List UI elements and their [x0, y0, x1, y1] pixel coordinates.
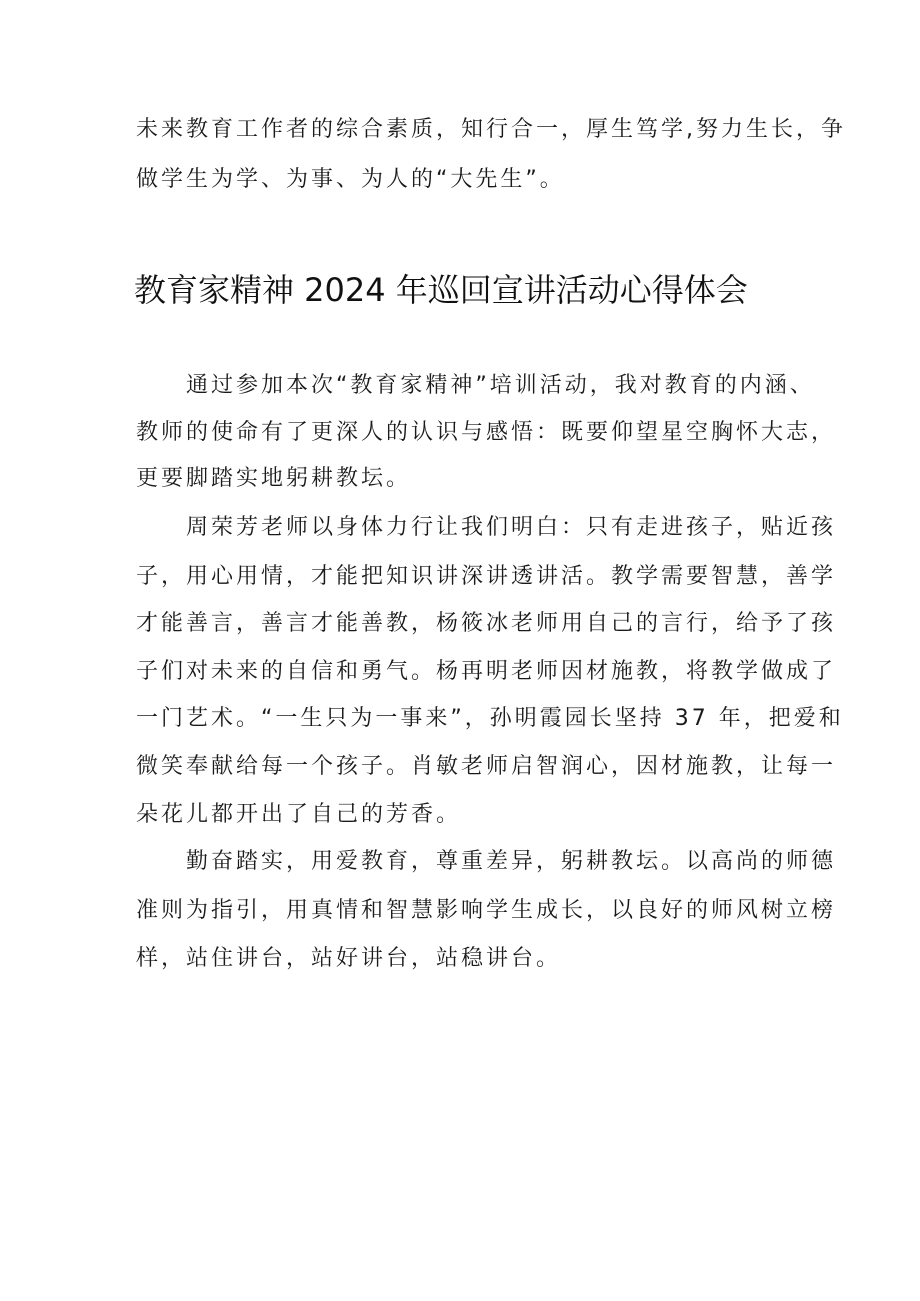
text-line: 做学生为学、为事、为人的“大先生”。: [136, 167, 565, 192]
text-line: 未来教育工作者的综合素质，知行合一，厚生笃学,努力生长，争: [136, 117, 846, 142]
text-line: 一门艺术。“一生只为一事来”，孙明霞园长坚持 37 年，把爱和: [136, 706, 844, 731]
text-line: 勤奋踏实，用爱教育，尊重差异，躬耕教坛。以高尚的师德: [186, 849, 837, 874]
text-line: 样，站住讲台，站好讲台，站稳讲台。: [136, 946, 562, 971]
text-line: 准则为指引，用真情和智慧影响学生成长，以良好的师风树立榜: [136, 898, 837, 923]
article-title: 教育家精神 2024 年巡回宣讲活动心得体会: [134, 271, 748, 309]
text-line: 才能善言，善言才能善教，杨筱冰老师用自己的言行，给予了孩: [136, 611, 837, 636]
text-line: 通过参加本次“教育家精神”培训活动，我对教育的内涵、: [186, 373, 815, 398]
text-line: 子，用心用情，才能把知识讲深讲透讲活。教学需要智慧，善学: [136, 564, 837, 589]
text-line: 教师的使命有了更深人的认识与感悟：既要仰望星空胸怀大志，: [136, 420, 837, 445]
text-line: 更要脚踏实地躬耕教坛。: [136, 466, 412, 491]
text-line: 子们对未来的自信和勇气。杨再明老师因材施教，将教学做成了: [136, 659, 837, 684]
text-line: 周荣芳老师以身体力行让我们明白：只有走进孩子，贴近孩: [186, 515, 837, 540]
text-line: 微笑奉献给每一个孩子。肖敏老师启智润心，因材施教，让每一: [136, 754, 837, 779]
text-line: 朵花儿都开出了自己的芳香。: [136, 802, 462, 827]
